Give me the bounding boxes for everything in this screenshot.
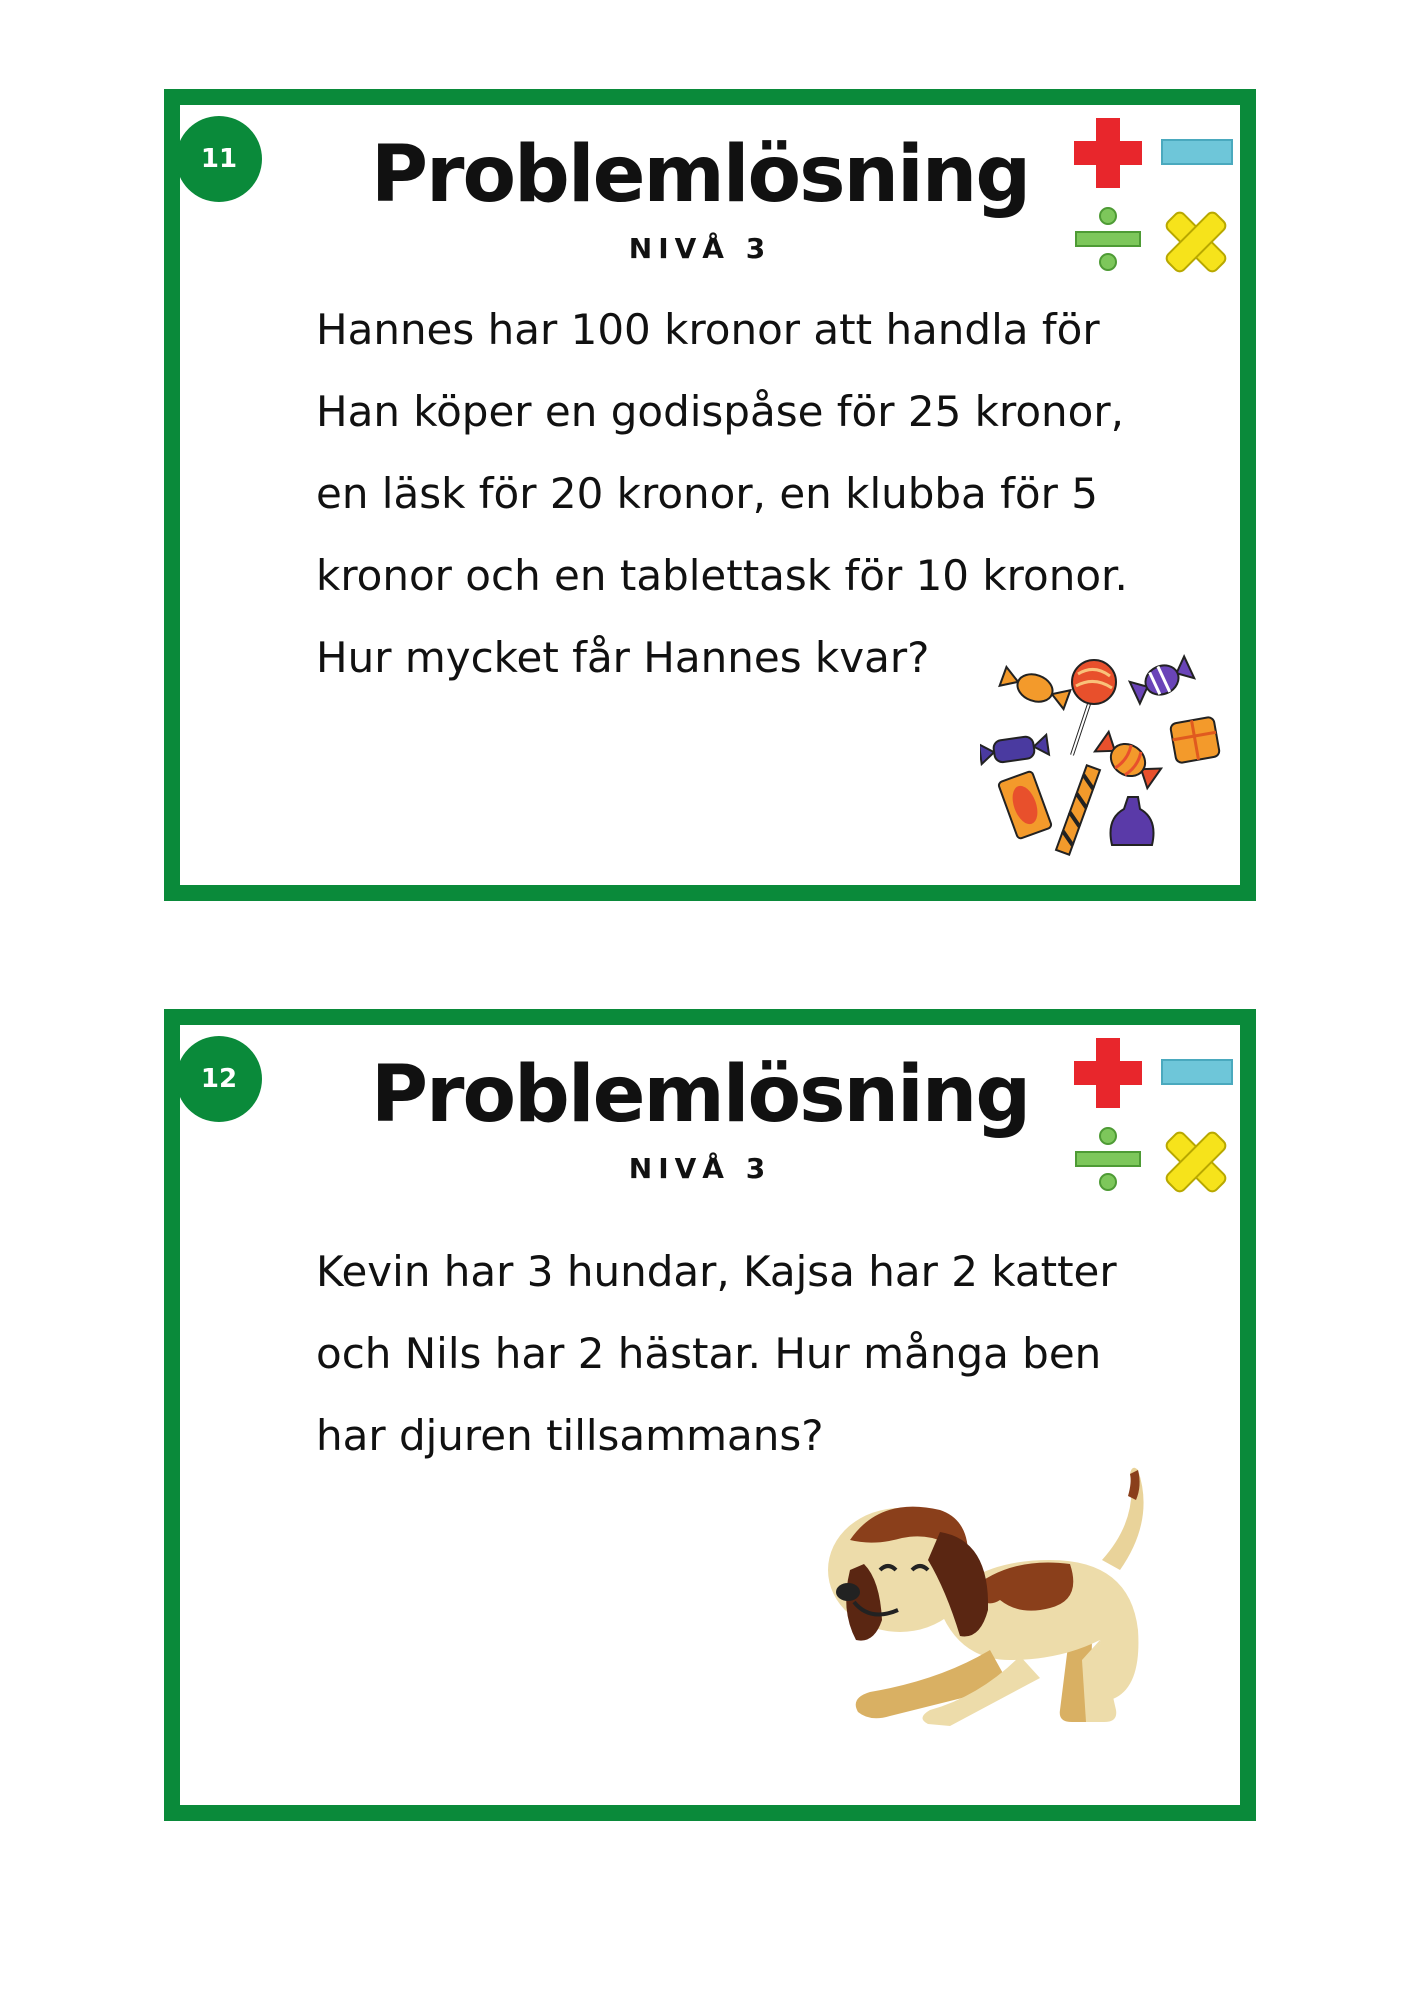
plus-icon — [1074, 118, 1142, 188]
card-title: Problemlösning — [370, 130, 1030, 220]
card-number-badge: 11 — [176, 116, 262, 202]
card-level: NIVÅ 3 — [628, 232, 772, 265]
plus-icon — [1074, 1038, 1142, 1108]
minus-icon — [1162, 140, 1232, 164]
times-icon — [1148, 194, 1236, 290]
minus-icon — [1162, 1060, 1232, 1084]
problem-line: Kevin har 3 hundar, Kajsa har 2 katter — [316, 1247, 1117, 1296]
dog-icon — [820, 1460, 1180, 1730]
problem-line: och Nils har 2 hästar. Hur många ben — [316, 1329, 1102, 1378]
math-operators-icon — [1068, 110, 1236, 290]
divide-icon — [1076, 1128, 1140, 1190]
problem-line: Han köper en godispåse för 25 kronor, — [316, 387, 1124, 436]
divide-icon — [1076, 208, 1140, 270]
math-operators-icon — [1068, 1030, 1236, 1210]
card-title: Problemlösning — [370, 1050, 1030, 1140]
problem-text — [316, 1231, 1216, 1477]
candy-icon — [980, 650, 1230, 860]
problem-text — [316, 289, 1216, 699]
card-level: NIVÅ 3 — [628, 1152, 772, 1185]
problem-line: kronor och en tablettask för 10 kronor. — [316, 551, 1128, 600]
problem-line: har djuren tillsammans? — [316, 1411, 824, 1460]
times-icon — [1148, 1114, 1236, 1210]
problem-line: en läsk för 20 kronor, en klubba för 5 — [316, 469, 1098, 518]
card-number-badge: 12 — [176, 1036, 262, 1122]
problem-line: Hannes har 100 kronor att handla för — [316, 305, 1100, 354]
problem-line: Hur mycket får Hannes kvar? — [316, 633, 930, 682]
